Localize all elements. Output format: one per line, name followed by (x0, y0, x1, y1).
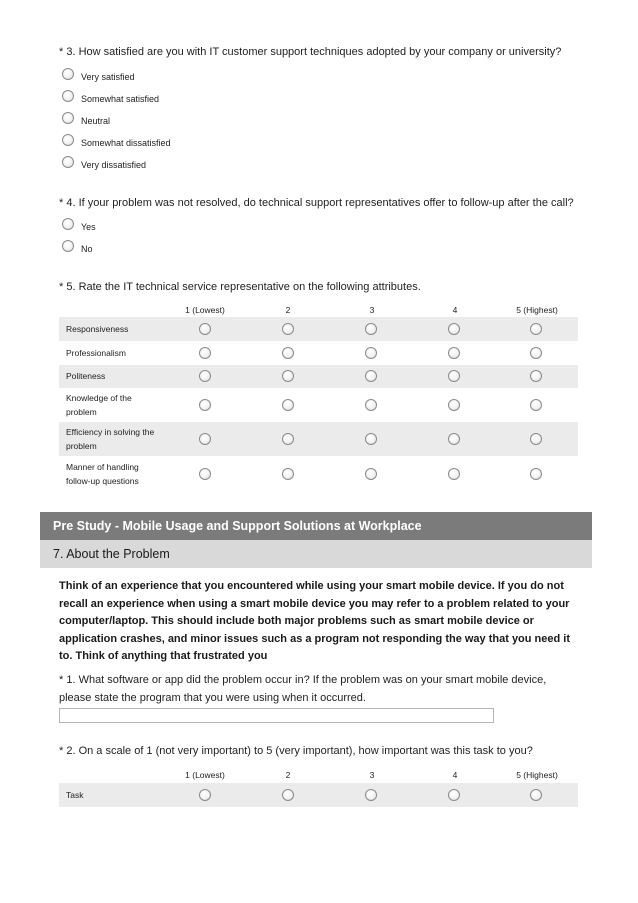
radio-rating-3[interactable] (365, 347, 377, 359)
option-label: Very dissatisfied (81, 160, 147, 170)
row-label: Responsiveness (66, 324, 129, 334)
row-label: Efficiency in solving the problem (66, 427, 155, 451)
matrix-column-header: 4 (452, 305, 458, 315)
radio-rating-1[interactable] (199, 399, 211, 411)
radio-rating-4[interactable] (448, 433, 460, 445)
matrix-row-responsiveness (59, 317, 578, 341)
radio-rating-1[interactable] (199, 370, 211, 382)
radio-button[interactable] (62, 156, 74, 168)
page-subtitle: 7. About the Problem (53, 547, 170, 561)
option-label: Neutral (81, 116, 111, 126)
radio-rating-3[interactable] (365, 433, 377, 445)
section-title-bar (40, 512, 592, 540)
option-label: Somewhat satisfied (81, 94, 160, 104)
option-label: Somewhat dissatisfied (81, 138, 171, 148)
radio-button[interactable] (62, 218, 74, 230)
question-1-text: * 1. What software or app did the problem occur in? If the problem was on your smart mobile device, please state the program that you were using when it occurred. (59, 674, 547, 704)
radio-rating-3[interactable] (365, 789, 377, 801)
row-label: Task (66, 790, 84, 800)
radio-rating-4[interactable] (448, 347, 460, 359)
matrix-column-header: 3 (369, 305, 375, 315)
matrix-row-knowledge (59, 388, 578, 422)
radio-button[interactable] (62, 90, 74, 102)
option-label: No (81, 244, 93, 254)
matrix-row-professionalism (59, 341, 578, 365)
question-4-text: * 4. If your problem was not resolved, do technical support representatives offer to follow-up after the call? (59, 197, 574, 209)
radio-rating-4[interactable] (448, 323, 460, 335)
radio-button[interactable] (62, 134, 74, 146)
matrix-column-header: 4 (452, 770, 458, 780)
row-label: Politeness (66, 371, 106, 381)
row-label: Knowledge of the problem (66, 393, 132, 417)
radio-rating-5[interactable] (530, 347, 542, 359)
radio-rating-5[interactable] (530, 468, 542, 480)
radio-rating-2[interactable] (282, 370, 294, 382)
radio-button[interactable] (62, 240, 74, 252)
radio-rating-5[interactable] (530, 433, 542, 445)
radio-rating-3[interactable] (365, 399, 377, 411)
answer-text-input[interactable] (59, 708, 494, 723)
radio-button[interactable] (62, 112, 74, 124)
radio-rating-2[interactable] (282, 789, 294, 801)
matrix-row-task (59, 783, 578, 807)
radio-rating-4[interactable] (448, 399, 460, 411)
radio-rating-1[interactable] (199, 789, 211, 801)
radio-rating-1[interactable] (199, 468, 211, 480)
radio-rating-3[interactable] (365, 370, 377, 382)
section-title: Pre Study - Mobile Usage and Support Solutions at Workplace (53, 519, 422, 533)
question-2-text: * 2. On a scale of 1 (not very important) to 5 (very important), how important was this task to you? (59, 745, 533, 757)
option-label: Very satisfied (81, 72, 135, 82)
matrix-column-header: 5 (Highest) (516, 770, 558, 780)
radio-rating-3[interactable] (365, 468, 377, 480)
option-label: Yes (81, 222, 96, 232)
matrix-column-header: 2 (285, 305, 291, 315)
radio-rating-4[interactable] (448, 789, 460, 801)
row-label: Manner of handling follow-up questions (66, 462, 139, 486)
radio-rating-5[interactable] (530, 370, 542, 382)
radio-rating-4[interactable] (448, 468, 460, 480)
matrix-column-header: 2 (285, 770, 291, 780)
radio-rating-1[interactable] (199, 323, 211, 335)
page-subtitle-bar (40, 540, 592, 568)
radio-rating-1[interactable] (199, 347, 211, 359)
radio-rating-2[interactable] (282, 347, 294, 359)
radio-rating-1[interactable] (199, 433, 211, 445)
radio-rating-5[interactable] (530, 323, 542, 335)
question-3-text: * 3. How satisfied are you with IT customer support techniques adopted by your company or university? (59, 46, 562, 58)
radio-rating-4[interactable] (448, 370, 460, 382)
instructions-text: Think of an experience that you encountered while using your smart mobile device. If you do not recall an experience when using a smart mobile device you may refer to a problem related to your computer/laptop. This should include both major problems such as smart mobile device or application crashes, and minor issues such as a program not responding the way that you need it to. Think of anything that frustrated you (59, 580, 571, 662)
matrix-column-header: 1 (Lowest) (185, 305, 225, 315)
row-label: Professionalism (66, 348, 126, 358)
matrix-column-header: 5 (Highest) (516, 305, 558, 315)
radio-rating-2[interactable] (282, 399, 294, 411)
radio-rating-2[interactable] (282, 468, 294, 480)
radio-rating-2[interactable] (282, 433, 294, 445)
matrix-row-politeness (59, 365, 578, 388)
radio-rating-5[interactable] (530, 789, 542, 801)
radio-button[interactable] (62, 68, 74, 80)
question-5-text: * 5. Rate the IT technical service representative on the following attributes. (59, 281, 421, 293)
matrix-column-header: 1 (Lowest) (185, 770, 225, 780)
matrix-row-follow-up (59, 456, 578, 490)
matrix-row-efficiency (59, 422, 578, 456)
radio-rating-5[interactable] (530, 399, 542, 411)
matrix-column-header: 3 (369, 770, 375, 780)
radio-rating-3[interactable] (365, 323, 377, 335)
radio-rating-2[interactable] (282, 323, 294, 335)
